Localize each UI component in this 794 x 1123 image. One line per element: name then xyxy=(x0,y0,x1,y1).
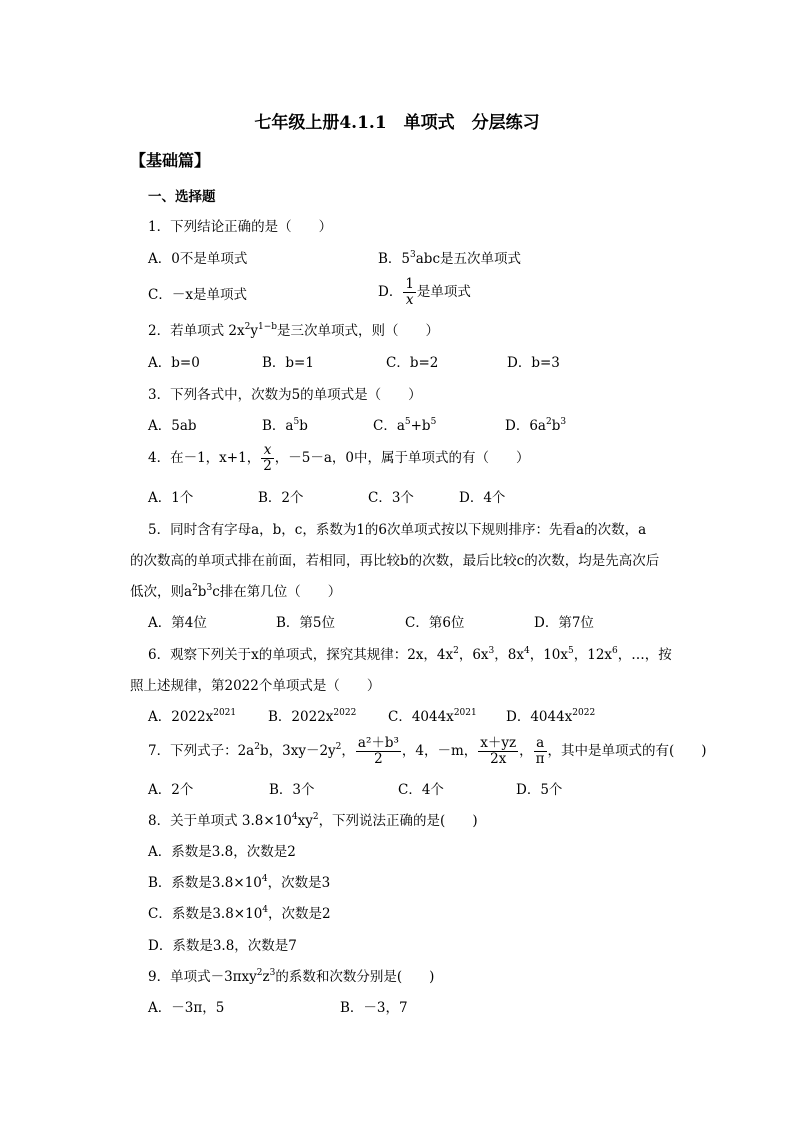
question-3-option-d: D．$6a^2b^3$ xyxy=(505,417,567,434)
question-1-option-d: D． $\frac{1}{x}$ 是单项式 xyxy=(378,276,471,308)
question-4-option-d: D．4个 xyxy=(459,490,506,506)
question-2-option-b: B．b=1 xyxy=(262,355,314,371)
question-2-stem: 2．若单项式 $2x^2y^{1-b}$是三次单项式，则（ ） xyxy=(148,322,439,339)
question-5-option-d: D．第7位 xyxy=(534,615,594,631)
question-8-option-d: D．系数是3.8，次数是7 xyxy=(148,938,297,954)
question-9-stem: 9．单项式$-3\pi xy^2z^3$的系数和次数分别是( ) xyxy=(148,968,435,985)
question-7-option-d: D．5个 xyxy=(516,782,563,798)
question-1-option-b: B．$5^3abc$是五次单项式 xyxy=(378,250,522,267)
question-4-option-c: C．3个 xyxy=(368,490,414,506)
question-7-stem: 7．下列式子：$2a^2b$，$3xy-2y^2$， $\frac{\text{a²＋b³}}{2}$ ，4，－m， $\frac{x+yz}{2x}$ ， $\frac{a}{\pi}$ ，其中是单项式的有( ) xyxy=(148,735,707,767)
question-2-option-a: A．b=0 xyxy=(148,355,200,371)
question-4-option-b: B．2个 xyxy=(258,490,304,506)
question-1-option-c: C．－x是单项式 xyxy=(148,287,247,303)
question-7-option-a: A．2个 xyxy=(148,782,194,798)
question-5-option-c: C．第6位 xyxy=(405,615,465,631)
question-1-stem: 1．下列结论正确的是（ ） xyxy=(148,219,333,235)
question-8-option-c: C．系数是$3.8\times 10^4$，次数是2 xyxy=(148,905,331,922)
question-3-option-c: C．$a^5+b^5$ xyxy=(373,417,437,434)
question-9-option-a: A．－3π，5 xyxy=(148,1000,225,1016)
question-7-option-c: C．4个 xyxy=(398,782,444,798)
question-3-option-b: B．$a^5b$ xyxy=(262,417,308,434)
question-2-option-d: D．b=3 xyxy=(507,355,560,371)
subsection-heading: 一、选择题 xyxy=(148,189,216,205)
section-heading: 【基础篇】 xyxy=(130,151,211,170)
question-4-stem: 4．在－1，x+1， $\frac{x}{2}$ ，－5－a，0中，属于单项式的有（ ） xyxy=(148,442,530,474)
question-1-option-a: A．0不是单项式 xyxy=(148,251,248,267)
question-5-line-2: 的次数高的单项式排在前面，若相同，再比较b的次数，最后比较c的次数，均是先高次后 xyxy=(130,553,660,569)
question-6-option-b: B．$2022x^{2022}$ xyxy=(268,708,357,725)
question-5-option-b: B．第5位 xyxy=(276,615,336,631)
question-6-option-d: D．$4044x^{2022}$ xyxy=(506,708,596,725)
question-6-line-2: 照上述规律，第2022个单项式是（ ） xyxy=(130,678,381,694)
question-3-stem: 3．下列各式中，次数为5的单项式是（ ） xyxy=(148,387,422,403)
question-8-stem: 8．关于单项式 $3.8\times 10^4xy^2$，下列说法正确的是( ) xyxy=(148,812,478,829)
question-6-option-c: C．$4044x^{2021}$ xyxy=(388,708,477,725)
question-2-option-c: C．b=2 xyxy=(386,355,439,371)
page-title: 七年级上册4.1.1 单项式 分层练习 xyxy=(254,113,540,133)
question-8-option-b: B．系数是$3.8\times 10^4$，次数是3 xyxy=(148,874,331,891)
question-5-line-3: 低次，则$a^2b^3c$排在第几位（ ） xyxy=(130,583,342,600)
question-9-option-b: B．－3，7 xyxy=(340,1000,408,1016)
question-7-option-b: B．3个 xyxy=(269,782,315,798)
question-6-option-a: A．$2022x^{2021}$ xyxy=(148,708,237,725)
question-6-line-1: 6．观察下列关于x的单项式，探究其规律：2x，$4x^2$，$6x^3$，$8x^4$，$10x^5$，$12x^6$，…，按 xyxy=(148,646,672,663)
question-3-option-a: A．5ab xyxy=(148,418,197,434)
question-5-option-a: A．第4位 xyxy=(148,615,207,631)
question-8-option-a: A．系数是3.8，次数是2 xyxy=(148,844,296,860)
question-5-line-1: 5．同时含有字母a，b，c，系数为1的6次单项式按以下规则排序：先看a的次数，a xyxy=(148,522,647,538)
question-4-option-a: A．1个 xyxy=(148,490,194,506)
